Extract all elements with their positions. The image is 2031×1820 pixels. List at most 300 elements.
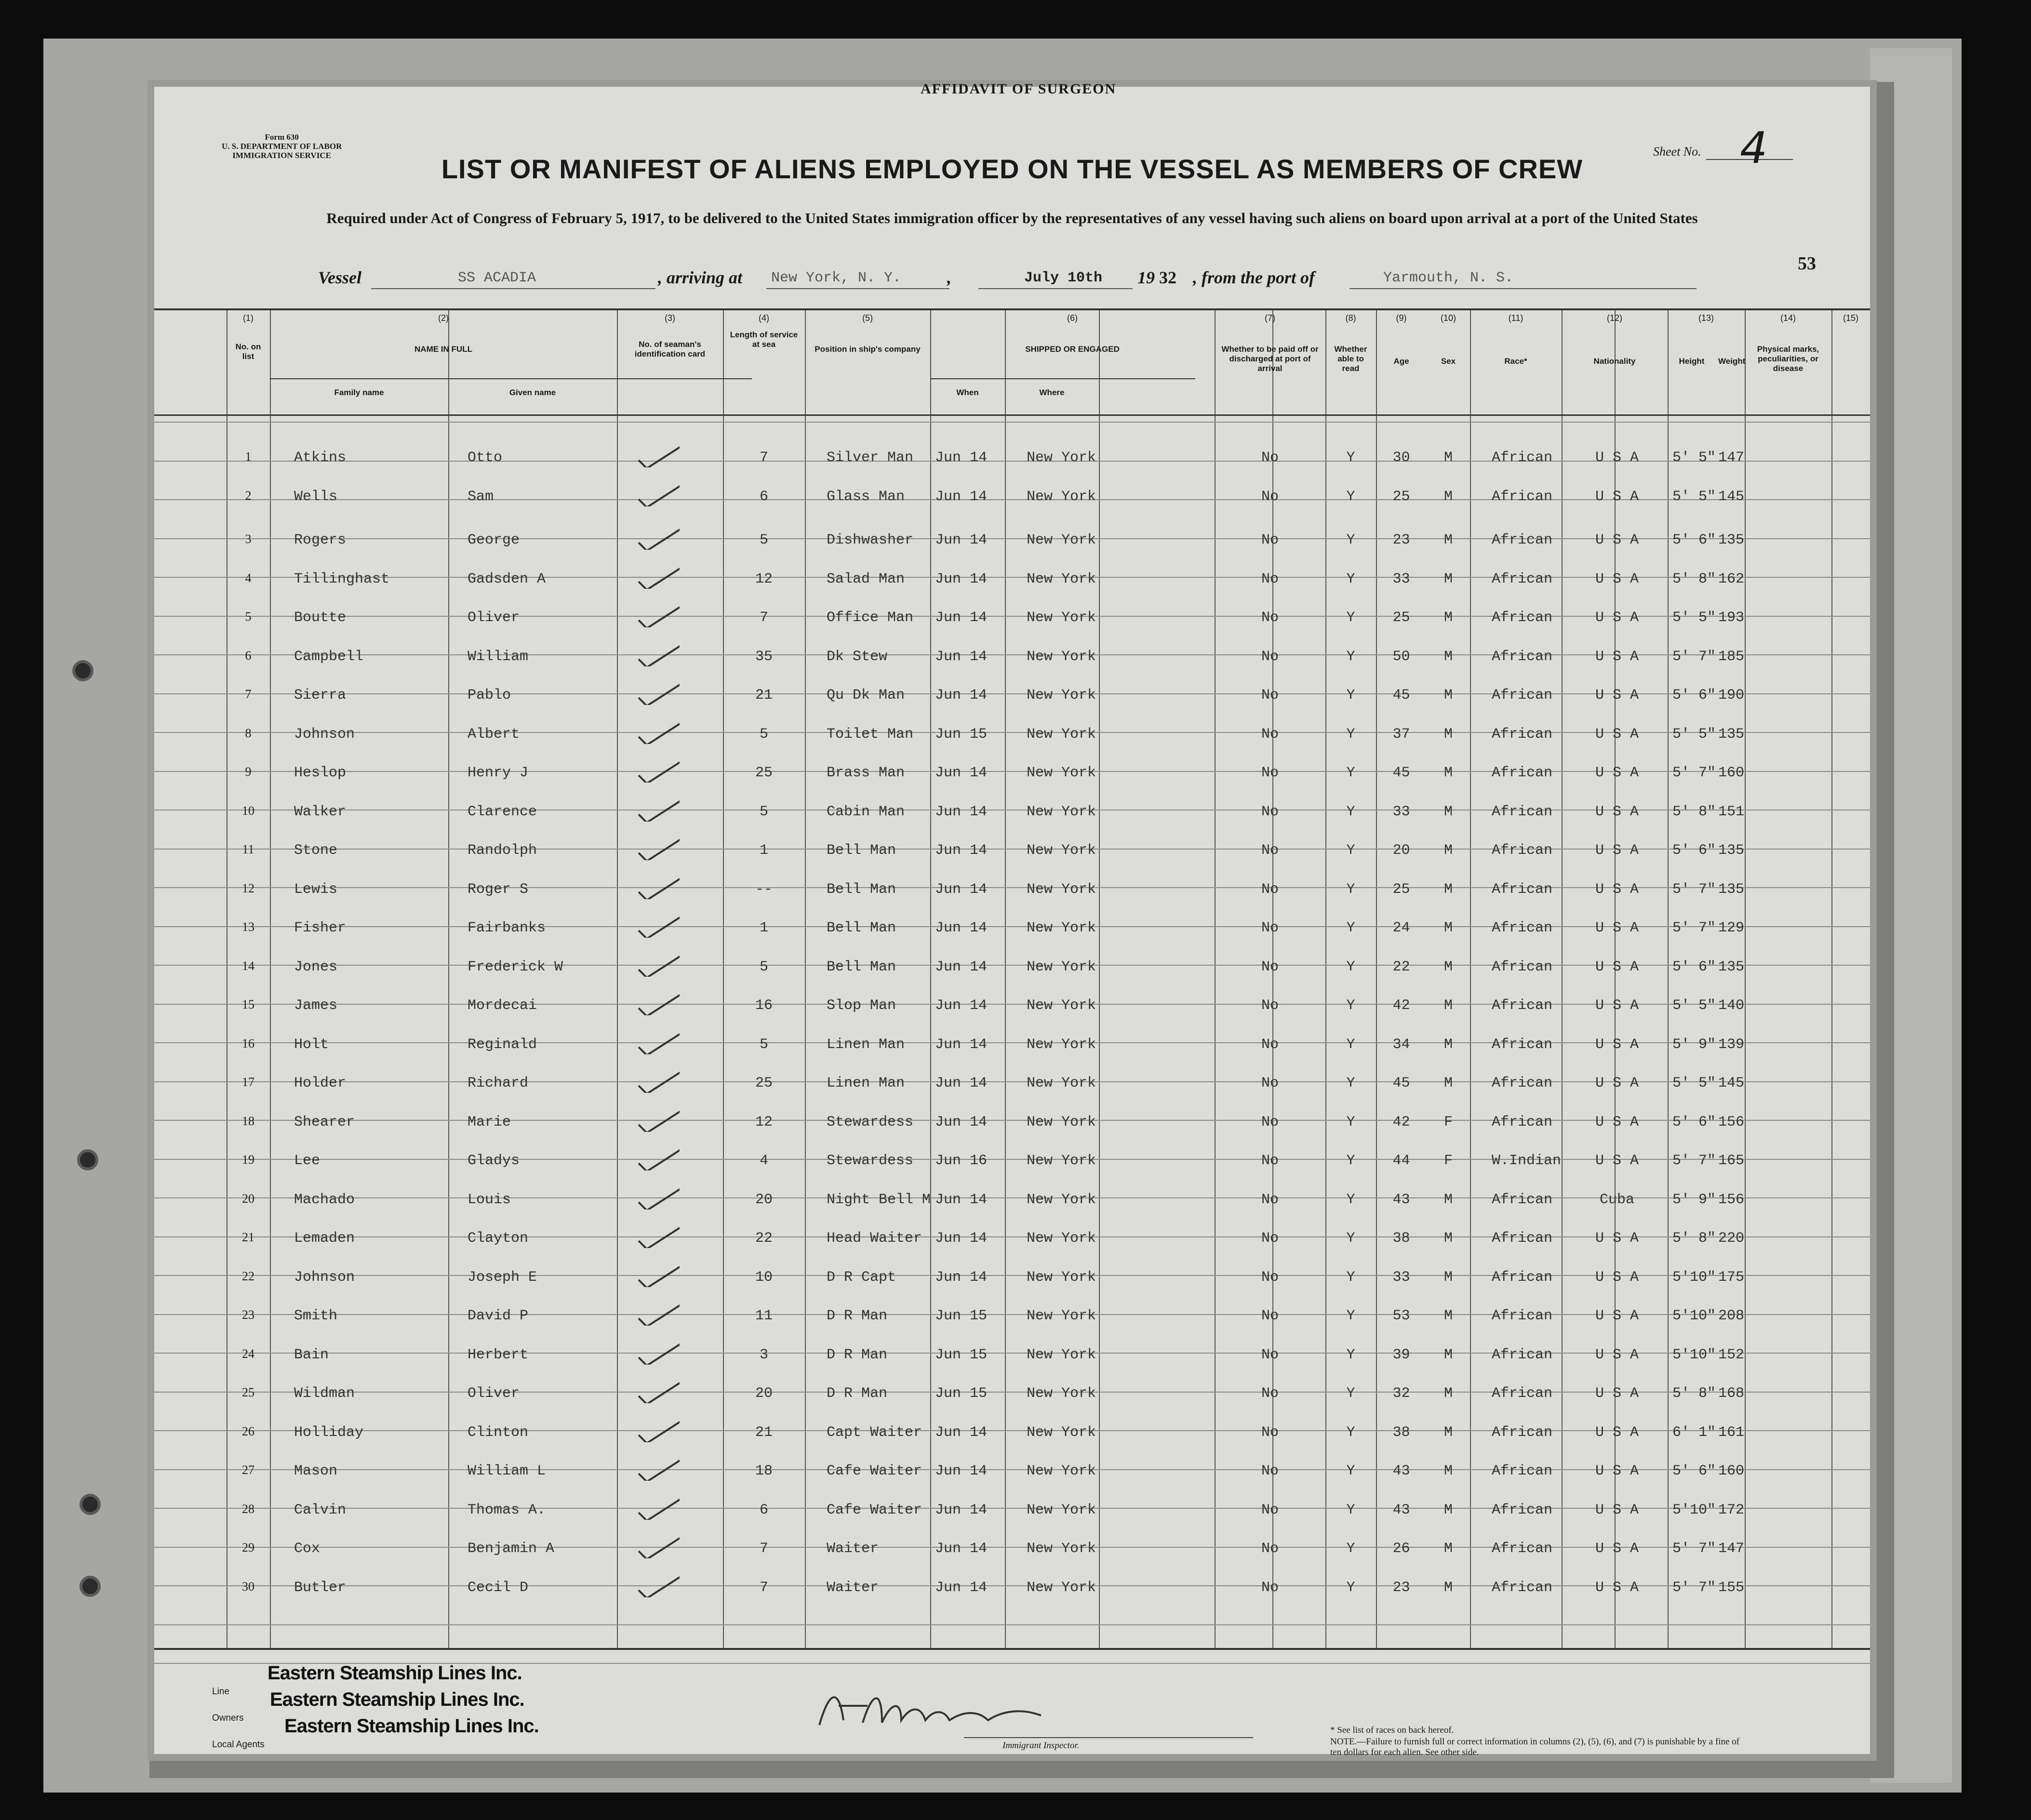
cell-sex: M	[1443, 842, 1453, 859]
column-rule	[1005, 308, 1006, 1648]
cell-paid: No	[1261, 997, 1279, 1014]
cell-height: 5' 6"	[1672, 1114, 1716, 1130]
cell-race: African	[1492, 1424, 1553, 1441]
cell-when: Jun 15	[935, 726, 988, 743]
cell-race: African	[1492, 532, 1553, 548]
cell-family: Wells	[294, 488, 338, 505]
cell-sex: M	[1443, 997, 1453, 1014]
cell-nat: U S A	[1595, 726, 1639, 743]
cell-where: New York	[1027, 1385, 1096, 1402]
cell-no: 1	[245, 450, 252, 464]
cell-nat: U S A	[1595, 1579, 1639, 1596]
check-mark	[636, 1108, 680, 1132]
column-number: (1)	[243, 313, 254, 323]
cell-family: Johnson	[294, 1269, 355, 1286]
owners-stamp: Eastern Steamship Lines Inc.	[270, 1689, 524, 1710]
cell-given: Fairbanks	[468, 920, 546, 936]
cell-weight: 185	[1718, 648, 1745, 665]
column-rule	[1831, 308, 1832, 1648]
cell-service: 5	[759, 958, 768, 975]
cell-when: Jun 14	[935, 687, 988, 704]
cell-where: New York	[1027, 1269, 1096, 1286]
cell-where: New York	[1027, 1114, 1096, 1130]
cell-age: 22	[1392, 958, 1410, 975]
cell-paid: No	[1261, 1191, 1279, 1208]
check-mark	[636, 991, 680, 1015]
cell-read: Y	[1346, 920, 1355, 936]
header-seaman-card: No. of seaman's identification card	[634, 340, 706, 359]
cell-no: 16	[242, 1036, 254, 1050]
cell-weight: 135	[1718, 881, 1745, 898]
cell-age: 37	[1392, 726, 1410, 743]
cell-no: 30	[242, 1579, 254, 1594]
header-length-service: Length of service at sea	[730, 330, 798, 349]
cell-given: Joseph E	[468, 1269, 537, 1286]
cell-race: African	[1492, 920, 1553, 936]
cell-weight: 160	[1718, 765, 1745, 781]
check-mark	[636, 1418, 680, 1442]
cell-nat: U S A	[1595, 450, 1639, 466]
cell-race: African	[1492, 1075, 1553, 1091]
cell-race: African	[1492, 997, 1553, 1014]
column-rule	[1562, 308, 1563, 1648]
cell-when: Jun 14	[935, 803, 988, 820]
cell-sex: M	[1443, 532, 1453, 548]
cell-age: 34	[1392, 1036, 1410, 1053]
cell-position: Cafe Waiter	[827, 1463, 922, 1479]
cell-race: African	[1492, 450, 1553, 466]
check-mark	[636, 875, 680, 899]
cell-service: 16	[755, 997, 773, 1014]
cell-where: New York	[1027, 1075, 1096, 1091]
cell-nat: U S A	[1595, 488, 1639, 505]
vessel-name: SS ACADIA	[458, 270, 536, 286]
cell-sex: M	[1443, 1308, 1453, 1324]
cell-race: African	[1492, 1346, 1553, 1363]
cell-read: Y	[1346, 571, 1355, 587]
cell-nat: U S A	[1595, 1424, 1639, 1441]
cell-given: Clayton	[468, 1230, 529, 1247]
cell-read: Y	[1346, 1191, 1355, 1208]
cell-paid: No	[1261, 1114, 1279, 1130]
cell-weight: 152	[1718, 1346, 1745, 1363]
cell-read: Y	[1346, 803, 1355, 820]
cell-height: 5'10"	[1672, 1346, 1716, 1363]
cell-read: Y	[1346, 687, 1355, 704]
cell-paid: No	[1261, 1153, 1279, 1169]
year-prefix: 19	[1137, 268, 1155, 287]
race-note: * See list of races on back hereof.	[1330, 1725, 1454, 1735]
cell-service: 3	[759, 1346, 768, 1363]
cell-age: 43	[1392, 1501, 1410, 1518]
cell-age: 43	[1392, 1463, 1410, 1479]
cell-where: New York	[1027, 687, 1096, 704]
from-line	[1350, 288, 1697, 289]
cell-position: Bell Man	[827, 842, 896, 859]
cell-position: Dishwasher	[827, 532, 914, 548]
check-mark	[636, 642, 680, 666]
cell-height: 5' 7"	[1672, 765, 1716, 781]
cell-position: Salad Man	[827, 571, 905, 587]
cell-age: 42	[1392, 997, 1410, 1014]
cell-nat: U S A	[1595, 765, 1639, 781]
cell-when: Jun 14	[935, 450, 988, 466]
cell-family: Machado	[294, 1191, 355, 1208]
check-mark	[636, 482, 680, 506]
binder-ring	[77, 1149, 98, 1170]
cell-height: 5' 6"	[1672, 532, 1716, 548]
cell-family: Lee	[294, 1153, 321, 1169]
cell-weight: 165	[1718, 1153, 1745, 1169]
cell-no: 19	[242, 1153, 254, 1167]
cell-service: --	[755, 881, 773, 898]
cell-service: 20	[755, 1385, 773, 1402]
cell-race: African	[1492, 1541, 1553, 1557]
cell-age: 33	[1392, 803, 1410, 820]
cell-weight: 193	[1718, 610, 1745, 626]
cell-family: Johnson	[294, 726, 355, 743]
cell-family: Mason	[294, 1463, 338, 1479]
column-rule	[1215, 308, 1216, 1648]
cell-no: 17	[242, 1075, 254, 1089]
cell-family: Sierra	[294, 687, 347, 704]
cell-age: 45	[1392, 687, 1410, 704]
cell-no: 2	[245, 488, 252, 503]
cell-service: 4	[759, 1153, 768, 1169]
check-mark	[636, 1341, 680, 1365]
cell-given: Clinton	[468, 1424, 529, 1441]
cell-sex: M	[1443, 1036, 1453, 1053]
vessel-line	[371, 288, 655, 289]
cell-sex: M	[1443, 1424, 1453, 1441]
cell-race: African	[1492, 1501, 1553, 1518]
cell-service: 12	[755, 1114, 773, 1130]
cell-sex: M	[1443, 1191, 1453, 1208]
cell-position: Cabin Man	[827, 803, 905, 820]
cell-age: 24	[1392, 920, 1410, 936]
cell-age: 32	[1392, 1385, 1410, 1402]
cell-read: Y	[1346, 1075, 1355, 1091]
cell-family: Holder	[294, 1075, 347, 1091]
cell-no: 29	[242, 1541, 254, 1554]
column-number: (10)	[1440, 313, 1456, 323]
cell-service: 25	[755, 1075, 773, 1091]
date-line	[978, 288, 1133, 289]
cell-family: Calvin	[294, 1501, 347, 1518]
from-label: , from the port of	[1193, 268, 1315, 287]
cell-where: New York	[1027, 1230, 1096, 1247]
cell-height: 5' 7"	[1672, 881, 1716, 898]
column-rule	[1668, 308, 1669, 1648]
cell-where: New York	[1027, 765, 1096, 781]
cell-position: Linen Man	[827, 1036, 905, 1053]
cell-age: 30	[1392, 450, 1410, 466]
cell-where: New York	[1027, 1463, 1096, 1479]
cell-sex: M	[1443, 1541, 1453, 1557]
cell-service: 20	[755, 1191, 773, 1208]
cell-height: 5' 6"	[1672, 687, 1716, 704]
cell-no: 3	[245, 532, 252, 546]
cell-weight: 162	[1718, 571, 1745, 587]
check-mark	[636, 720, 680, 744]
cell-weight: 151	[1718, 803, 1745, 820]
cell-paid: No	[1261, 1036, 1279, 1053]
column-number: (6)	[1067, 313, 1078, 323]
cell-no: 28	[242, 1501, 254, 1516]
cell-service: 1	[759, 842, 768, 859]
cell-when: Jun 14	[935, 765, 988, 781]
cell-service: 6	[759, 1501, 768, 1518]
cell-position: Cafe Waiter	[827, 1501, 922, 1518]
cell-age: 39	[1392, 1346, 1410, 1363]
cell-height: 5' 7"	[1672, 1579, 1716, 1596]
arriving-line	[766, 288, 949, 289]
header-sex: Sex	[1441, 357, 1456, 366]
cell-race: African	[1492, 1385, 1553, 1402]
cell-height: 5' 7"	[1672, 1541, 1716, 1557]
cell-weight: 175	[1718, 1269, 1745, 1286]
cell-no: 26	[242, 1424, 254, 1438]
cell-race: African	[1492, 1230, 1553, 1247]
cell-sex: M	[1443, 1579, 1453, 1596]
check-mark	[636, 1069, 680, 1093]
cell-sex: F	[1443, 1114, 1453, 1130]
cell-weight: 220	[1718, 1230, 1745, 1247]
cell-weight: 172	[1718, 1501, 1745, 1518]
inspector-label: Immigrant Inspector.	[1002, 1740, 1080, 1751]
from-port: Yarmouth, N. S.	[1383, 270, 1514, 286]
cell-height: 5' 5"	[1672, 450, 1716, 466]
check-mark	[636, 914, 680, 938]
cell-height: 5' 8"	[1672, 1385, 1716, 1402]
cell-no: 8	[245, 726, 252, 740]
cell-read: Y	[1346, 881, 1355, 898]
cell-sex: M	[1443, 958, 1453, 975]
cell-no: 15	[242, 997, 254, 1011]
cell-weight: 156	[1718, 1191, 1745, 1208]
cell-read: Y	[1346, 1036, 1355, 1053]
cell-race: African	[1492, 765, 1553, 781]
cell-race: African	[1492, 1036, 1553, 1053]
cell-nat: U S A	[1595, 1036, 1639, 1053]
cell-sex: M	[1443, 1230, 1453, 1247]
cell-no: 7	[245, 687, 252, 701]
cell-family: Jones	[294, 958, 338, 975]
cell-paid: No	[1261, 726, 1279, 743]
cell-height: 5'10"	[1672, 1501, 1716, 1518]
cell-read: Y	[1346, 1346, 1355, 1363]
cell-height: 5' 8"	[1672, 1230, 1716, 1247]
cell-family: Smith	[294, 1308, 338, 1324]
row-rule	[154, 1624, 1870, 1625]
cell-weight: 135	[1718, 958, 1745, 975]
header-family-name: Family name	[334, 388, 384, 397]
cell-sex: M	[1443, 1269, 1453, 1286]
cell-height: 5' 5"	[1672, 1075, 1716, 1091]
cell-nat: U S A	[1595, 1385, 1639, 1402]
cell-given: Gladys	[468, 1153, 520, 1169]
cell-paid: No	[1261, 648, 1279, 665]
cell-weight: 140	[1718, 997, 1745, 1014]
cell-position: Qu Dk Man	[827, 687, 905, 704]
check-mark	[636, 681, 680, 705]
check-mark	[636, 1496, 680, 1520]
cell-service: 21	[755, 687, 773, 704]
cell-height: 5' 5"	[1672, 997, 1716, 1014]
cell-position: Stewardess	[827, 1114, 914, 1130]
cell-sex: M	[1443, 726, 1453, 743]
cell-given: David P	[468, 1308, 529, 1324]
cell-nat: U S A	[1595, 1308, 1639, 1324]
cell-nat: U S A	[1595, 687, 1639, 704]
cell-nat: U S A	[1595, 1541, 1639, 1557]
cell-race: African	[1492, 488, 1553, 505]
cell-race: African	[1492, 610, 1553, 626]
header-given-name: Given name	[509, 388, 556, 397]
column-number: (4)	[759, 313, 769, 323]
cell-family: Lewis	[294, 881, 338, 898]
cell-weight: 156	[1718, 1114, 1745, 1130]
cell-given: Louis	[468, 1191, 511, 1208]
header-position: Position in ship's company	[815, 345, 921, 354]
cell-given: Clarence	[468, 803, 537, 820]
cell-no: 12	[242, 881, 254, 895]
cell-paid: No	[1261, 1346, 1279, 1363]
cell-where: New York	[1027, 1308, 1096, 1324]
cell-family: Butler	[294, 1579, 347, 1596]
cell-service: 18	[755, 1463, 773, 1479]
sheet-label: Sheet No.	[1653, 145, 1701, 159]
cell-position: D R Man	[827, 1346, 888, 1363]
line-stamp: Eastern Steamship Lines Inc.	[267, 1662, 522, 1684]
cell-service: 7	[759, 1579, 768, 1596]
cell-weight: 190	[1718, 687, 1745, 704]
cell-age: 42	[1392, 1114, 1410, 1130]
check-mark	[636, 1302, 680, 1326]
sheet-number: 4	[1740, 123, 1768, 173]
cell-family: Rogers	[294, 532, 347, 548]
cell-nat: U S A	[1595, 842, 1639, 859]
cell-age: 45	[1392, 1075, 1410, 1091]
cell-sex: M	[1443, 803, 1453, 820]
cell-given: Gadsden A	[468, 571, 546, 587]
cell-where: New York	[1027, 532, 1096, 548]
column-number: (5)	[862, 313, 873, 323]
cell-where: New York	[1027, 1501, 1096, 1518]
cell-nat: U S A	[1595, 958, 1639, 975]
cell-height: 5' 9"	[1672, 1191, 1716, 1208]
cell-no: 11	[242, 842, 254, 856]
cell-sex: M	[1443, 1463, 1453, 1479]
cell-height: 5' 6"	[1672, 842, 1716, 859]
cell-given: Cecil D	[468, 1579, 529, 1596]
cell-read: Y	[1346, 1308, 1355, 1324]
cell-paid: No	[1261, 958, 1279, 975]
affidavit-heading: AFFIDAVIT OF SURGEON	[921, 81, 1117, 97]
cell-where: New York	[1027, 571, 1096, 587]
cell-when: Jun 14	[935, 1191, 988, 1208]
cell-no: 22	[242, 1269, 254, 1283]
cell-given: Richard	[468, 1075, 529, 1091]
cell-nat: U S A	[1595, 1114, 1639, 1130]
cell-age: 25	[1392, 488, 1410, 505]
check-mark	[636, 1379, 680, 1403]
cell-height: 5' 5"	[1672, 610, 1716, 626]
cell-position: Silver Man	[827, 450, 914, 466]
cell-weight: 145	[1718, 1075, 1745, 1091]
cell-no: 25	[242, 1385, 254, 1399]
cell-sex: M	[1443, 488, 1453, 505]
cell-service: 11	[755, 1308, 773, 1324]
cell-age: 25	[1392, 881, 1410, 898]
cell-given: William L	[468, 1463, 546, 1479]
column-rule	[1376, 308, 1377, 1648]
cell-read: Y	[1346, 1424, 1355, 1441]
cell-position: Bell Man	[827, 881, 896, 898]
cell-position: Glass Man	[827, 488, 905, 505]
cell-sex: M	[1443, 610, 1453, 626]
cell-nat: U S A	[1595, 1501, 1639, 1518]
check-mark	[636, 1030, 680, 1054]
cell-height: 6' 1"	[1672, 1424, 1716, 1441]
cell-nat: U S A	[1595, 881, 1639, 898]
cell-paid: No	[1261, 1230, 1279, 1247]
cell-read: Y	[1346, 532, 1355, 548]
cell-race: African	[1492, 1463, 1553, 1479]
cell-paid: No	[1261, 1579, 1279, 1596]
check-mark	[636, 797, 680, 822]
cell-race: African	[1492, 1114, 1553, 1130]
check-mark	[636, 1457, 680, 1481]
cell-position: Waiter	[827, 1579, 879, 1596]
cell-sex: F	[1443, 1153, 1453, 1169]
cell-family: Stone	[294, 842, 338, 859]
cell-read: Y	[1346, 1114, 1355, 1130]
cell-no: 14	[242, 958, 254, 973]
cell-service: 10	[755, 1269, 773, 1286]
cell-read: Y	[1346, 610, 1355, 626]
column-number: (8)	[1345, 313, 1356, 323]
column-number: (2)	[438, 313, 449, 323]
comma: ,	[947, 268, 951, 287]
cell-paid: No	[1261, 1269, 1279, 1286]
cell-race: African	[1492, 803, 1553, 820]
column-rule	[1470, 308, 1471, 1648]
cell-paid: No	[1261, 610, 1279, 626]
cell-paid: No	[1261, 1541, 1279, 1557]
cell-nat: U S A	[1595, 1269, 1639, 1286]
cell-service: 5	[759, 1036, 768, 1053]
cell-paid: No	[1261, 1463, 1279, 1479]
cell-paid: No	[1261, 1075, 1279, 1091]
check-mark	[636, 1573, 680, 1597]
cell-family: Campbell	[294, 648, 364, 665]
cell-given: George	[468, 532, 520, 548]
check-mark	[636, 603, 680, 627]
cell-position: Bell Man	[827, 958, 896, 975]
cell-when: Jun 14	[935, 1579, 988, 1596]
cell-paid: No	[1261, 1385, 1279, 1402]
cell-paid: No	[1261, 765, 1279, 781]
column-number: (13)	[1698, 313, 1714, 323]
cell-height: 5'10"	[1672, 1269, 1716, 1286]
cell-nat: U S A	[1595, 571, 1639, 587]
cell-when: Jun 15	[935, 1308, 988, 1324]
cell-where: New York	[1027, 1036, 1096, 1053]
cell-weight: 208	[1718, 1308, 1745, 1324]
cell-family: Shearer	[294, 1114, 355, 1130]
header-able-read: Whether able to read	[1334, 345, 1367, 373]
